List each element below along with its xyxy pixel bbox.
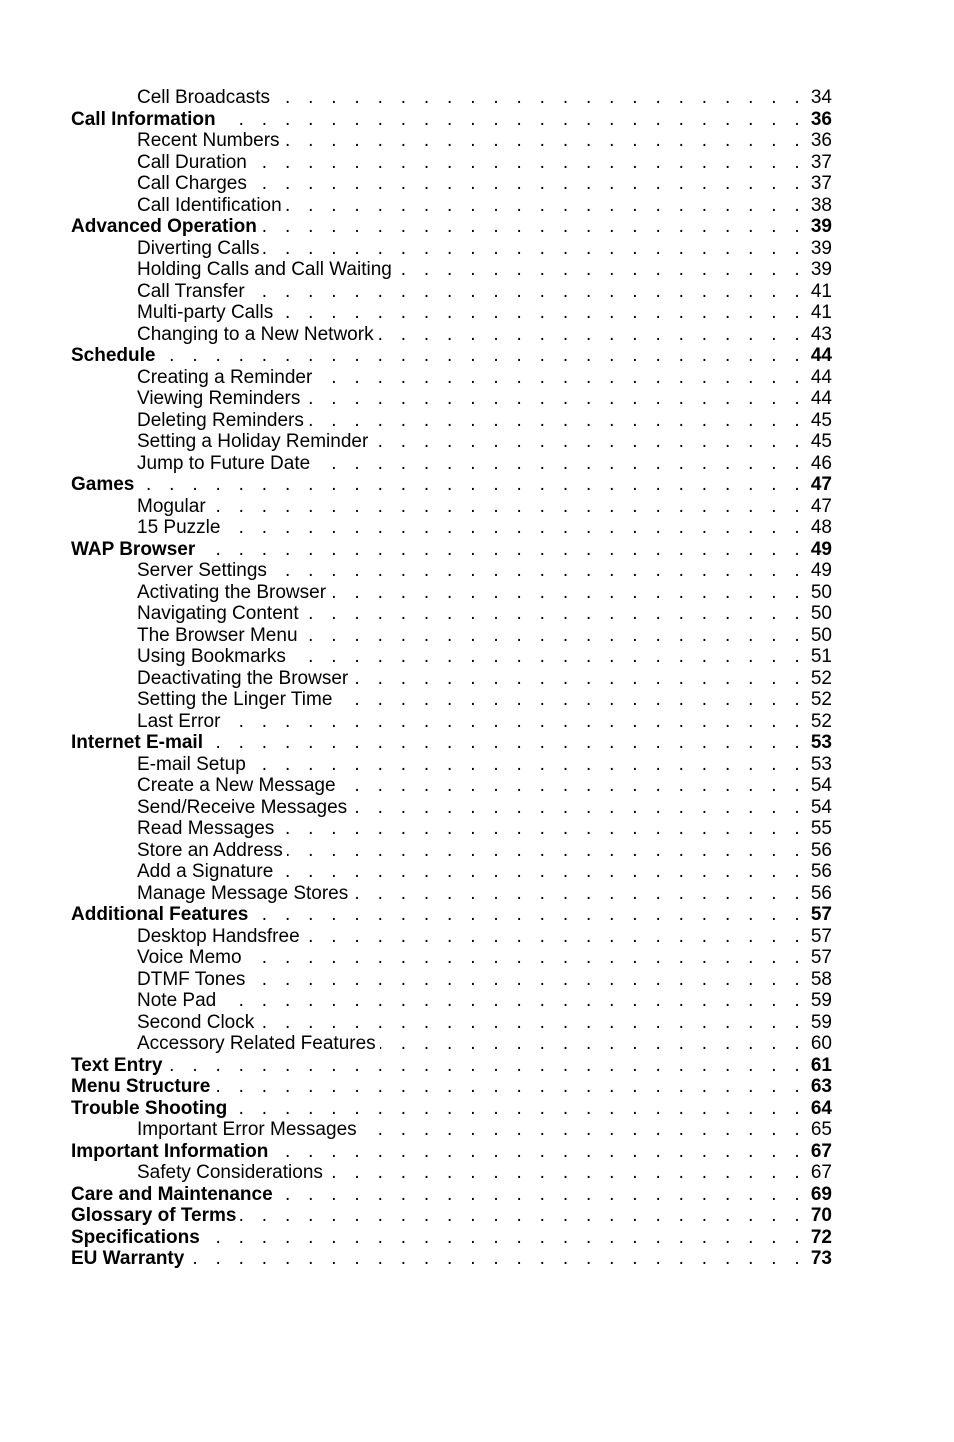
toc-subsection-entry[interactable] [71,1033,832,1055]
toc-entry-page-number: 43 [810,323,832,345]
toc-entry-page-number: 45 [810,431,832,452]
toc-dot-leader [199,539,806,561]
toc-dot-leader [249,281,806,303]
toc-dot-leader [287,840,806,862]
toc-subsection-entry[interactable] [71,367,832,389]
toc-entry-page-number: 54 [810,775,832,796]
toc-section-entry[interactable] [71,1248,832,1270]
toc-section-entry[interactable] [71,1055,832,1077]
toc-entry-title: Setting a Holiday Reminder [137,431,369,452]
toc-entry-title: Creating a Reminder [137,366,313,388]
toc-subsection-entry[interactable] [71,388,832,410]
toc-entry-page-number: 64 [810,1097,832,1119]
table-of-contents [71,87,832,1270]
toc-entry-page-number: 52 [810,689,832,710]
toc-subsection-entry[interactable] [71,947,832,969]
toc-dot-leader [159,345,806,367]
toc-section-entry[interactable] [71,1227,832,1249]
toc-dot-leader [188,1248,806,1270]
toc-dot-leader [271,560,806,582]
toc-dot-leader [336,689,806,711]
toc-dot-leader [340,775,806,797]
toc-entry-title: Menu Structure [71,1076,211,1097]
toc-subsection-entry[interactable] [71,87,832,109]
toc-subsection-entry[interactable] [71,625,832,647]
toc-entry-title: Care and Maintenance [71,1183,273,1205]
toc-dot-leader [327,1162,806,1184]
toc-dot-leader [167,1055,806,1077]
toc-entry-title: Using Bookmarks [137,646,286,667]
toc-subsection-entry[interactable] [71,711,832,733]
toc-entry-title: Multi-party Calls [137,302,274,323]
toc-dot-leader [231,1098,806,1120]
toc-entry-title: Call Identification [137,194,282,216]
toc-subsection-entry[interactable] [71,560,832,582]
toc-entry-title: DTMF Tones [137,968,246,990]
toc-dot-leader [277,302,806,324]
toc-dot-leader [303,603,806,625]
toc-section-entry[interactable] [71,109,832,131]
toc-entry-page-number: 54 [810,796,832,818]
toc-entry-title: Voice Memo [137,947,242,968]
toc-subsection-entry[interactable] [71,689,832,711]
toc-dot-leader [207,732,806,754]
toc-entry-page-number: 73 [810,1248,832,1269]
toc-entry-page-number: 67 [810,1140,832,1162]
toc-section-entry[interactable] [71,345,832,367]
toc-section-entry[interactable] [71,904,832,926]
toc-subsection-entry[interactable] [71,1119,832,1141]
toc-dot-leader [314,453,806,475]
toc-entry-title: Call Transfer [137,280,245,302]
toc-entry-page-number: 36 [810,108,832,130]
toc-entry-page-number: 72 [810,1226,832,1248]
toc-entry-page-number: 38 [810,194,832,216]
toc-subsection-entry[interactable] [71,281,832,303]
toc-section-entry[interactable] [71,1076,832,1098]
toc-entry-title: Add a Signature [137,861,274,882]
toc-entry-title: Send/Receive Messages [137,796,348,818]
toc-entry-page-number: 52 [810,667,832,689]
toc-entry-title: Internet E-mail [71,732,203,753]
toc-dot-leader [308,410,806,432]
toc-subsection-entry[interactable] [71,603,832,625]
toc-dot-leader [210,496,806,518]
toc-entry-page-number: 44 [810,366,832,388]
toc-dot-leader [258,1012,806,1034]
toc-dot-leader [316,367,806,389]
toc-subsection-entry[interactable] [71,410,832,432]
toc-entry-page-number: 70 [810,1205,832,1226]
toc-section-entry[interactable] [71,1098,832,1120]
toc-subsection-entry[interactable] [71,302,832,324]
toc-entry-title: Manage Message Stores [137,882,349,904]
toc-entry-title: EU Warranty [71,1248,185,1269]
toc-entry-page-number: 37 [810,151,832,173]
toc-entry-title: Holding Calls and Call Waiting [137,259,392,280]
toc-entry-page-number: 50 [810,603,832,624]
toc-entry-title: Text Entry [71,1054,163,1076]
toc-dot-leader [272,1141,806,1163]
toc-subsection-entry[interactable] [71,152,832,174]
toc-section-entry[interactable] [71,1205,832,1227]
toc-subsection-entry[interactable] [71,130,832,152]
toc-entry-page-number: 56 [810,861,832,882]
toc-dot-leader [290,646,806,668]
toc-section-entry[interactable] [71,474,832,496]
toc-entry-page-number: 39 [810,259,832,280]
toc-entry-title: Trouble Shooting [71,1097,228,1119]
toc-dot-leader [224,517,806,539]
toc-dot-leader [250,754,806,776]
toc-entry-title: Server Settings [137,560,267,581]
toc-entry-title: Diverting Calls [137,237,260,259]
toc-subsection-entry[interactable] [71,861,832,883]
toc-entry-page-number: 53 [810,753,832,775]
toc-dot-leader [304,388,806,410]
toc-subsection-entry[interactable] [71,238,832,260]
toc-dot-leader [249,969,806,991]
toc-dot-leader [361,1119,806,1141]
toc-dot-leader [304,926,806,948]
toc-entry-title: Activating the Browser [137,581,327,603]
toc-dot-leader [204,1227,806,1249]
toc-dot-leader [352,883,806,905]
toc-entry-title: The Browser Menu [137,624,298,646]
toc-entry-page-number: 56 [810,839,832,861]
toc-subsection-entry[interactable] [71,431,832,453]
toc-entry-page-number: 49 [810,560,832,581]
toc-entry-page-number: 52 [810,710,832,732]
toc-entry-page-number: 51 [810,646,832,667]
toc-entry-page-number: 53 [810,732,832,753]
toc-dot-leader [286,195,806,217]
toc-subsection-entry[interactable] [71,883,832,905]
toc-entry-title: Glossary of Terms [71,1205,237,1226]
toc-section-entry[interactable] [71,1141,832,1163]
toc-dot-leader [220,990,806,1012]
toc-entry-page-number: 58 [810,968,832,990]
toc-entry-page-number: 36 [810,130,832,151]
toc-dot-leader [251,173,806,195]
toc-entry-title: Second Clock [137,1011,255,1033]
toc-entry-page-number: 57 [810,925,832,947]
toc-subsection-entry[interactable] [71,195,832,217]
toc-entry-title: 15 Puzzle [137,517,221,538]
toc-entry-title: Deactivating the Browser [137,667,349,689]
toc-subsection-entry[interactable] [71,324,832,346]
toc-subsection-entry[interactable] [71,775,832,797]
toc-dot-leader [251,152,806,174]
toc-entry-page-number: 47 [810,495,832,517]
toc-section-entry[interactable] [71,216,832,238]
toc-entry-page-number: 55 [810,818,832,839]
toc-dot-leader [240,1205,806,1227]
toc-entry-title: WAP Browser [71,538,196,560]
toc-subsection-entry[interactable] [71,517,832,539]
toc-dot-leader [277,1184,806,1206]
toc-entry-title: E-mail Setup [137,753,246,775]
toc-entry-page-number: 47 [810,474,832,495]
toc-section-entry[interactable] [71,1184,832,1206]
toc-entry-page-number: 44 [810,388,832,409]
toc-subsection-entry[interactable] [71,926,832,948]
toc-dot-leader [263,238,806,260]
toc-entry-page-number: 57 [810,904,832,925]
toc-entry-title: Viewing Reminders [137,388,301,409]
toc-entry-page-number: 39 [810,237,832,259]
toc-entry-page-number: 63 [810,1076,832,1097]
toc-entry-page-number: 44 [810,345,832,366]
toc-subsection-entry[interactable] [71,453,832,475]
toc-dot-leader [214,1076,806,1098]
toc-entry-page-number: 49 [810,538,832,560]
toc-entry-page-number: 60 [810,1033,832,1054]
toc-section-entry[interactable] [71,732,832,754]
toc-entry-page-number: 41 [810,280,832,302]
toc-subsection-entry[interactable] [71,797,832,819]
toc-entry-page-number: 50 [810,581,832,603]
toc-entry-page-number: 39 [810,216,832,237]
toc-entry-title: Additional Features [71,904,249,925]
toc-dot-leader [220,109,806,131]
toc-entry-page-number: 69 [810,1183,832,1205]
toc-entry-page-number: 59 [810,1011,832,1033]
toc-dot-leader [302,625,806,647]
toc-subsection-entry[interactable] [71,582,832,604]
toc-entry-title: Call Charges [137,173,247,194]
toc-entry-title: Navigating Content [137,603,299,624]
toc-entry-title: Games [71,474,135,495]
toc-subsection-entry[interactable] [71,668,832,690]
toc-entry-title: Accessory Related Features [137,1033,376,1054]
toc-entry-title: Desktop Handsfree [137,925,300,947]
toc-entry-title: Important Information [71,1140,269,1162]
toc-dot-leader [274,87,806,109]
toc-entry-page-number: 57 [810,947,832,968]
toc-entry-page-number: 50 [810,624,832,646]
toc-dot-leader [352,668,806,690]
toc-entry-page-number: 41 [810,302,832,323]
toc-entry-page-number: 61 [810,1054,832,1076]
toc-entry-title: Read Messages [137,818,275,839]
toc-subsection-entry[interactable] [71,754,832,776]
toc-entry-title: Deleting Reminders [137,409,304,431]
toc-dot-leader [138,474,806,496]
toc-dot-leader [380,1033,806,1055]
toc-dot-leader [372,431,806,453]
toc-subsection-entry[interactable] [71,818,832,840]
toc-entry-title: Cell Broadcasts [137,87,271,108]
toc-entry-title: Mogular [137,495,206,517]
toc-dot-leader [261,216,806,238]
toc-entry-page-number: 37 [810,173,832,194]
toc-dot-leader [330,582,806,604]
toc-entry-title: Last Error [137,710,221,732]
toc-dot-leader [396,259,806,281]
toc-entry-title: Specifications [71,1226,200,1248]
toc-dot-leader [246,947,806,969]
toc-entry-page-number: 34 [810,87,832,108]
toc-dot-leader [278,818,806,840]
toc-subsection-entry[interactable] [71,840,832,862]
toc-entry-title: Note Pad [137,990,217,1011]
toc-entry-page-number: 65 [810,1119,832,1140]
toc-dot-leader [284,130,806,152]
toc-entry-page-number: 59 [810,990,832,1011]
toc-entry-title: Create a New Message [137,775,336,796]
toc-subsection-entry[interactable] [71,496,832,518]
toc-subsection-entry[interactable] [71,990,832,1012]
toc-subsection-entry[interactable] [71,173,832,195]
toc-entry-title: Advanced Operation [71,216,257,237]
toc-entry-title: Setting the Linger Time [137,689,333,710]
toc-entry-title: Schedule [71,345,156,366]
toc-entry-title: Changing to a New Network [137,323,374,345]
toc-entry-page-number: 48 [810,517,832,538]
toc-dot-leader [252,904,806,926]
toc-section-entry[interactable] [71,539,832,561]
toc-entry-page-number: 67 [810,1162,832,1183]
toc-dot-leader [277,861,806,883]
toc-entry-title: Store an Address [137,839,283,861]
toc-entry-title: Safety Considerations [137,1162,323,1183]
toc-subsection-entry[interactable] [71,646,832,668]
toc-entry-title: Important Error Messages [137,1119,357,1140]
toc-subsection-entry[interactable] [71,969,832,991]
toc-subsection-entry[interactable] [71,1012,832,1034]
toc-entry-page-number: 46 [810,452,832,474]
toc-entry-title: Call Duration [137,151,247,173]
toc-subsection-entry[interactable] [71,259,832,281]
toc-subsection-entry[interactable] [71,1162,832,1184]
toc-entry-title: Jump to Future Date [137,452,311,474]
toc-dot-leader [224,711,806,733]
toc-dot-leader [378,324,806,346]
toc-entry-page-number: 56 [810,882,832,904]
toc-entry-page-number: 45 [810,409,832,431]
toc-entry-title: Call Information [71,108,216,130]
toc-entry-title: Recent Numbers [137,130,280,151]
toc-dot-leader [351,797,806,819]
